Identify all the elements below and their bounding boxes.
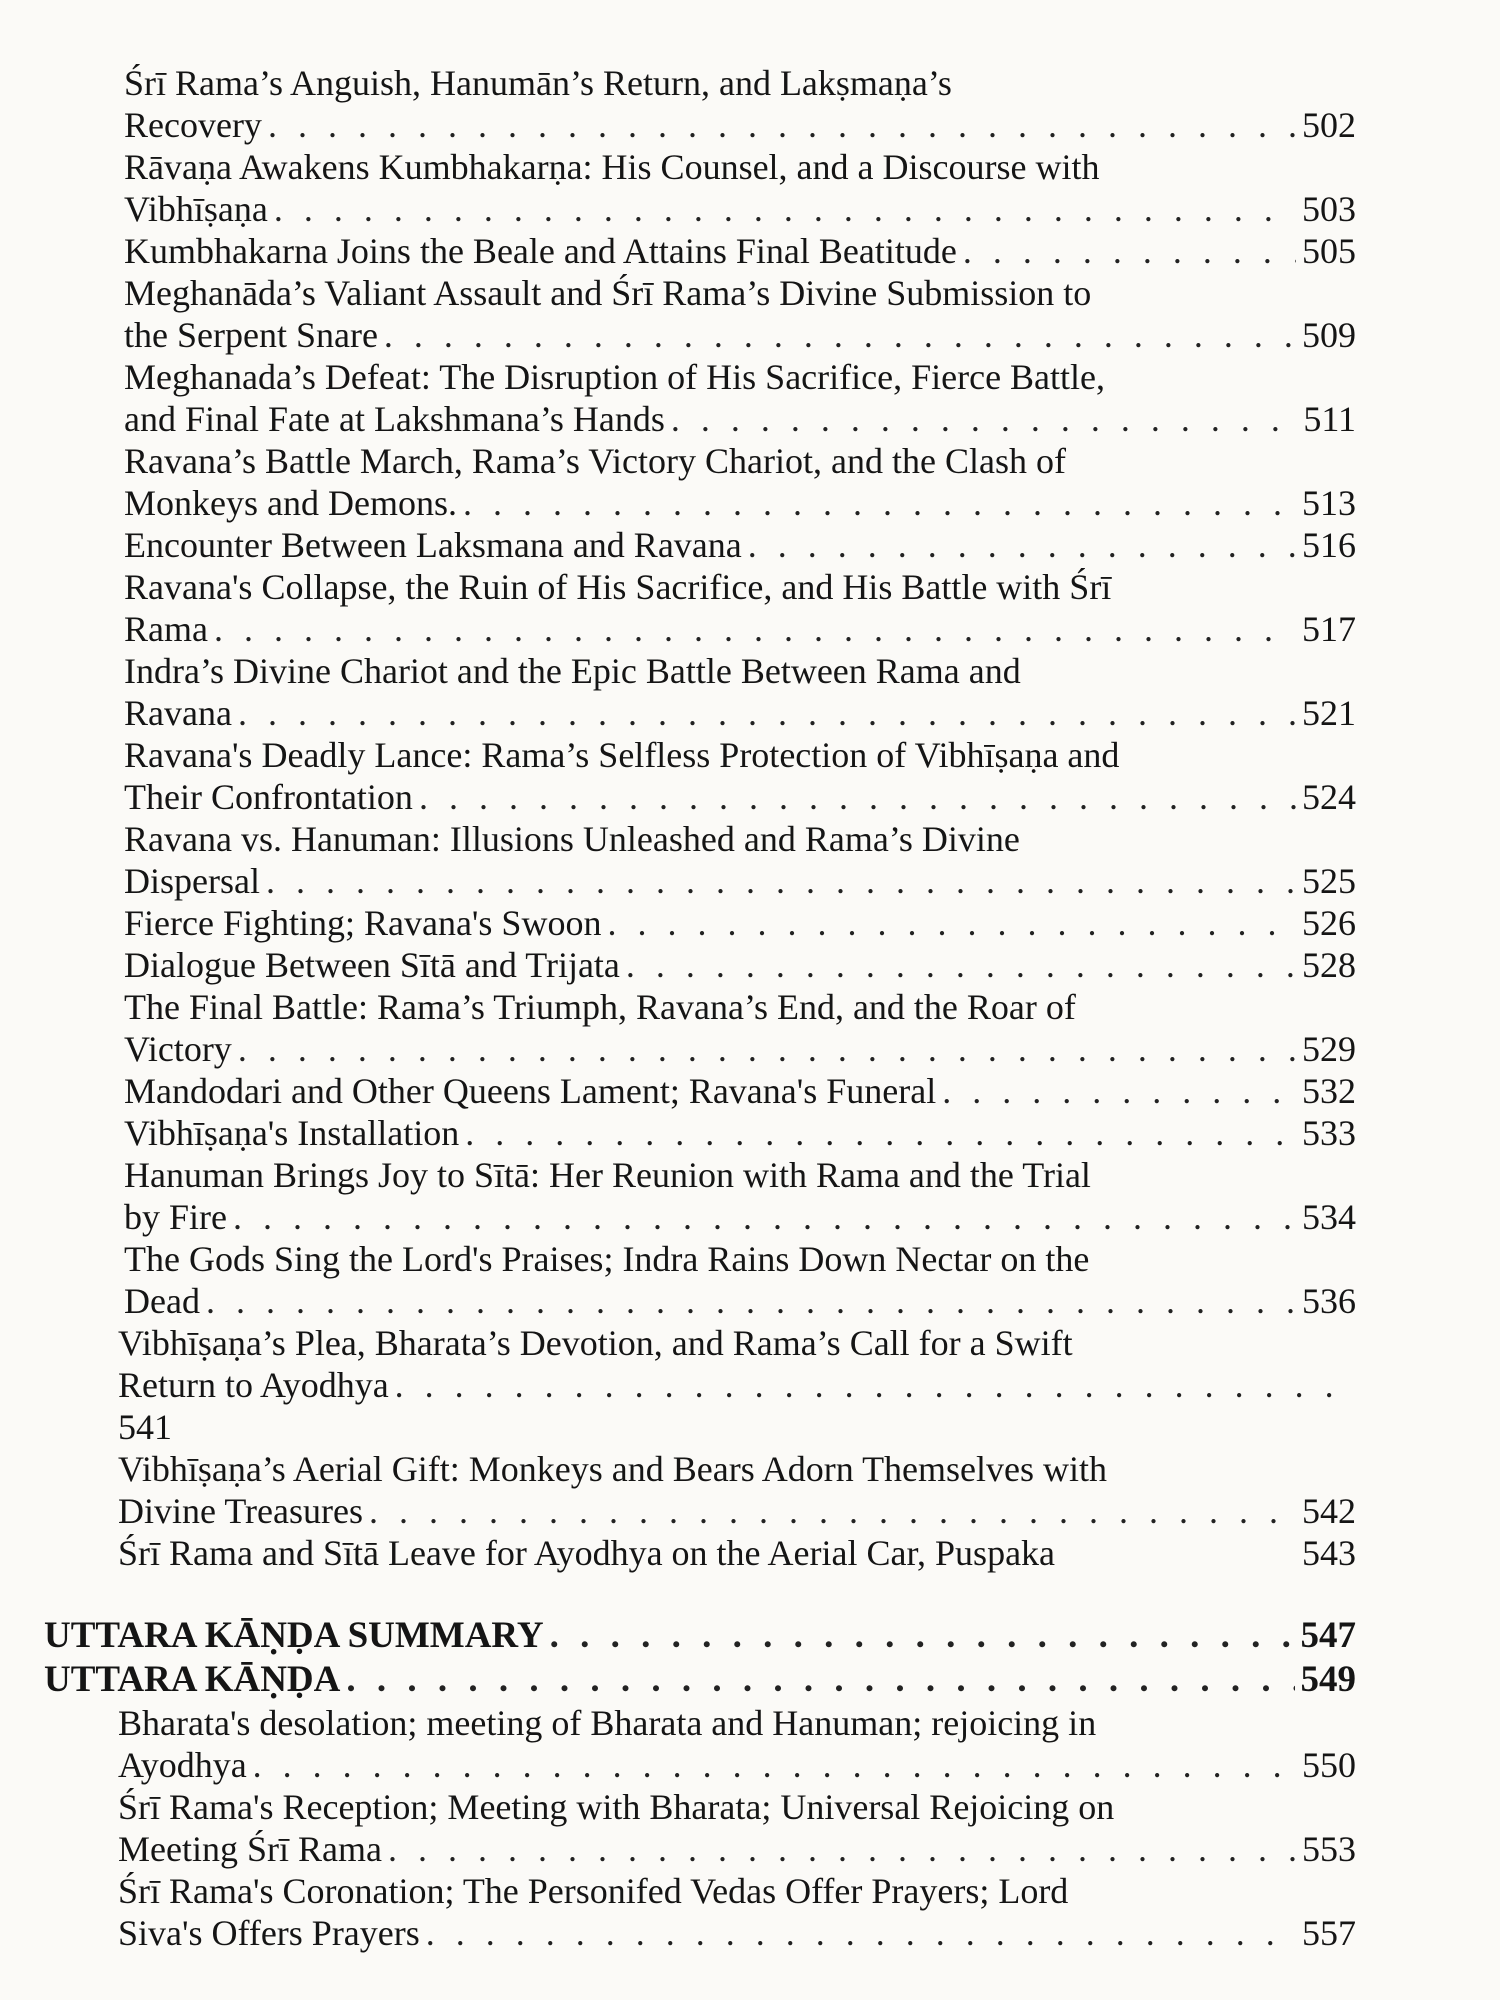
table-of-contents [0,62,1500,1954]
toc-entry-text: Dialogue Between Sītā and Trijata [124,945,620,985]
lanka-kanda-entries-continued [0,1448,1500,1532]
toc-entry [0,524,1356,566]
toc-entry [0,1154,1356,1238]
toc-entry-page: 521 [1302,693,1356,733]
toc-entry-last-line [124,776,1356,818]
dot-leader [369,1490,1296,1532]
toc-entry [0,1238,1356,1322]
toc-entry-page: 525 [1302,861,1356,901]
toc-entry [0,566,1356,650]
dot-leader [426,1912,1296,1954]
major-section-line [44,1614,1356,1658]
dot-leader [238,692,1296,734]
toc-entry-last-line [124,1280,1356,1322]
toc-entry-line: Ravana's Deadly Lance: Rama’s Selfless Protection of Vibhīṣaṇa and [124,735,1120,775]
toc-entry-last-line [124,1070,1356,1112]
toc-entry-last-line [124,902,1356,944]
toc-entry-line: Vibhīṣaṇa’s Plea, Bharata’s Devotion, and Rama’s Call for a Swift [118,1323,1073,1363]
toc-entry [0,650,1356,734]
toc-entry-page: 502 [1302,105,1356,145]
toc-entry-text: Siva's Offers Prayers [118,1913,420,1953]
toc-entry-page: 509 [1302,315,1356,355]
toc-entry-page: 511 [1303,399,1356,439]
toc-entry [0,440,1356,524]
toc-entry [0,944,1356,986]
toc-entry-last-line [124,944,1356,986]
dot-leader [233,1196,1296,1238]
toc-entry-text: Mandodari and Other Queens Lament; Ravana's Funeral [124,1071,937,1111]
toc-entry-text: Monkeys and Demons. [124,483,457,523]
lanka-kanda-entries [0,62,1500,1322]
toc-entry [0,272,1356,356]
dot-leader [214,608,1296,650]
section-gap [0,1574,1500,1614]
dot-leader [253,1744,1296,1786]
toc-entry-last-line [124,314,1356,356]
dot-leader [607,902,1296,944]
major-sections [0,1614,1500,1702]
major-section-heading [0,1658,1356,1702]
toc-entry-line: Indra’s Divine Chariot and the Epic Battle Between Rama and [124,651,1021,691]
toc-entry-text: Victory [124,1029,232,1069]
toc-entry [0,986,1356,1070]
major-section-page: 547 [1300,1615,1356,1656]
dot-leader [266,860,1296,902]
major-section-heading [0,1614,1356,1658]
toc-entry-last-line [124,230,1356,272]
toc-entry-line: Bharata's desolation; meeting of Bharata and Hanuman; rejoicing in [118,1703,1097,1743]
toc-entry [0,1112,1356,1154]
toc-entry [0,902,1356,944]
major-section-title: UTTARA KĀṆḌA SUMMARY [44,1615,544,1656]
toc-entry-last-line [124,1112,1356,1154]
toc-entry-last-line [124,692,1356,734]
dot-leader [384,314,1296,356]
toc-entry-page: 524 [1302,777,1356,817]
dot-leader [419,776,1296,818]
dot-leader [626,944,1296,986]
major-section-title: UTTARA KĀṆḌA [44,1659,341,1700]
dot-leader [238,1028,1296,1070]
toc-entry-text: Vibhīṣaṇa [124,189,268,229]
toc-entry-line: Ravana vs. Hanuman: Illusions Unleashed and Rama’s Divine [124,819,1020,859]
toc-entry-text: Vibhīṣaṇa's Installation [124,1113,460,1153]
toc-entry-page: 528 [1302,945,1356,985]
toc-entry [0,62,1356,146]
toc-entry-line: Hanuman Brings Joy to Sītā: Her Reunion with Rama and the Trial [124,1155,1091,1195]
toc-entry-page: 543 [1302,1533,1356,1573]
toc-entry-text: and Final Fate at Lakshmana’s Hands [124,399,665,439]
toc-entry-line: Meghanāda’s Valiant Assault and Śrī Rama’s Divine Submission to [124,273,1092,313]
dot-leader [748,524,1296,566]
toc-entry-page: 542 [1302,1491,1356,1531]
toc-entry-page: 529 [1302,1029,1356,1069]
toc-entry [0,230,1356,272]
toc-entry-text: Divine Treasures [118,1491,363,1531]
toc-entry-text: Fierce Fighting; Ravana's Swoon [124,903,602,943]
toc-entry-text: Dead [124,1281,200,1321]
toc-entry-text: Their Confrontation [124,777,413,817]
toc-entry-last-line [118,1912,1356,1954]
toc-entry [0,818,1356,902]
toc-entry-line: Śrī Rama’s Anguish, Hanumān’s Return, and Lakṣmaṇa’s [124,63,952,103]
toc-entry [0,356,1356,440]
toc-entry-last-line [118,1490,1356,1532]
uttara-kanda-entries [0,1702,1500,1954]
toc-entry-line: Śrī Rama's Reception; Meeting with Bharata; Universal Rejoicing on [118,1787,1115,1827]
toc-entry [0,1786,1356,1870]
toc-entry-line: Rāvaṇa Awakens Kumbhakarṇa: His Counsel, and a Discourse with [124,147,1100,187]
toc-entry-last-line [124,482,1356,524]
toc-entry-text: Kumbhakarna Joins the Beale and Attains Final Beatitude [124,231,957,271]
toc-entry-text: Śrī Rama and Sītā Leave for Ayodhya on the Aerial Car, Puspaka [118,1533,1056,1573]
toc-entry-last-line [124,398,1356,440]
toc-entry-page: 557 [1302,1913,1356,1953]
toc-entry [0,734,1356,818]
major-section-line [44,1658,1356,1702]
dot-leader [274,188,1296,230]
toc-entry [0,1070,1356,1112]
toc-entry-last-line [124,524,1356,566]
toc-entry-line: Śrī Rama's Coronation; The Personifed Vedas Offer Prayers; Lord [118,1871,1069,1911]
toc-entry-last-line [124,188,1356,230]
toc-entry-text: the Serpent Snare [124,315,378,355]
toc-entry [0,1870,1356,1954]
toc-entry-text: Rama [124,609,208,649]
toc-entry-page: 534 [1302,1197,1356,1237]
toc-entry-page: 503 [1302,189,1356,229]
dot-leader [550,1614,1295,1658]
dot-leader [206,1280,1296,1322]
toc-entry-last-line [118,1828,1356,1870]
toc-entry-page: 533 [1302,1113,1356,1153]
toc-entry-line: The Final Battle: Rama’s Triumph, Ravana’s End, and the Roar of [124,987,1076,1027]
toc-entry-text: by Fire [124,1197,227,1237]
toc-entry-page: 513 [1302,483,1356,523]
dot-leader [963,230,1296,272]
toc-entry-text: Return to Ayodhya [118,1365,389,1405]
toc-entry [0,1322,1356,1448]
toc-entry-page: 550 [1302,1745,1356,1785]
toc-entry-line: Ravana’s Battle March, Rama’s Victory Chariot, and the Clash of [124,441,1066,481]
toc-entry-text: Meeting Śrī Rama [118,1829,382,1869]
toc-entry-last-line [118,1532,1356,1574]
toc-entry-last-line [124,1028,1356,1070]
dot-leader [268,104,1296,146]
dot-leader [388,1828,1296,1870]
toc-entry-line: Meghanada’s Defeat: The Disruption of His Sacrifice, Fierce Battle, [124,357,1106,397]
dot-leader [463,482,1296,524]
toc-entry [0,1532,1356,1574]
toc-entry-text: Encounter Between Laksmana and Ravana [124,525,742,565]
dot-leader [942,1070,1296,1112]
dot-leader [671,398,1297,440]
toc-entry-last-line [118,1364,1356,1406]
toc-entry-last-line [124,860,1356,902]
toc-entry-page: 517 [1302,609,1356,649]
toc-entry-page: 536 [1302,1281,1356,1321]
dot-leader [395,1364,1350,1406]
toc-entry-text: Recovery [124,105,262,145]
toc-entry [0,1448,1356,1532]
toc-entry-page: 553 [1302,1829,1356,1869]
toc-entry-line: Vibhīṣaṇa’s Aerial Gift: Monkeys and Bears Adorn Themselves with [118,1449,1108,1489]
toc-entry-page: 516 [1302,525,1356,565]
toc-entry-last-line [124,1196,1356,1238]
toc-entry-line: The Gods Sing the Lord's Praises; Indra Rains Down Nectar on the [124,1239,1090,1279]
toc-entry-last-line [118,1744,1356,1786]
toc-entry-text: Dispersal [124,861,260,901]
toc-entry-last-line [124,608,1356,650]
major-section-page: 549 [1300,1659,1356,1700]
toc-entry-page: 541 [118,1407,172,1447]
toc-entry-page: 532 [1302,1071,1356,1111]
toc-entry [0,1702,1356,1786]
toc-entry-text: Ravana [124,693,232,733]
toc-entry-last-line [124,104,1356,146]
toc-entry-page: 526 [1302,903,1356,943]
toc-entry-line: Ravana's Collapse, the Ruin of His Sacrifice, and His Battle with Śrī [124,567,1112,607]
toc-entry-text: Ayodhya [118,1745,247,1785]
toc-entry-page: 505 [1302,231,1356,271]
toc-entry [0,146,1356,230]
dot-leader [346,1658,1294,1702]
dot-leader [465,1112,1296,1154]
